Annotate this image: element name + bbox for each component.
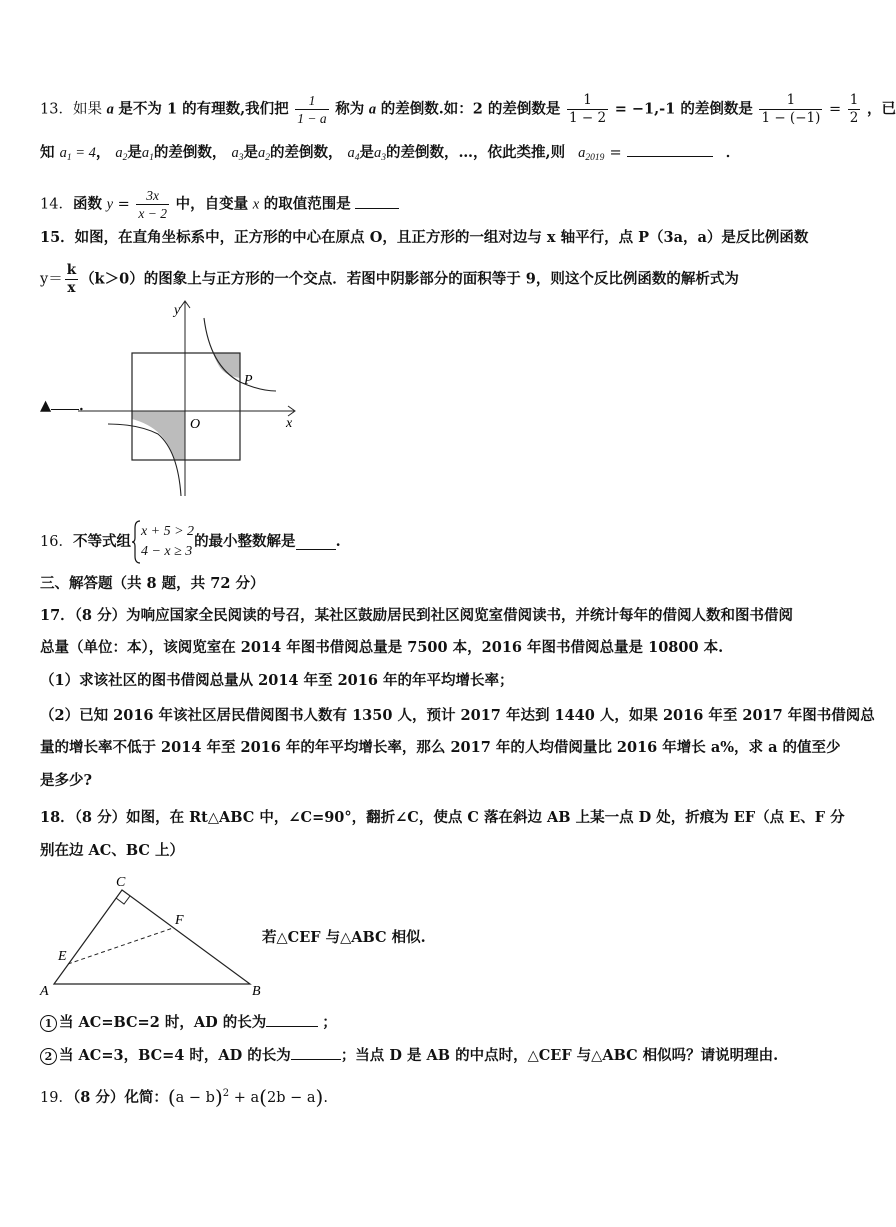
q13-text: 的差倒数， [269, 144, 343, 161]
q13-text: 知 [40, 144, 55, 161]
q18-triangle-figure [36, 870, 266, 1000]
q13-text: = −1,-1 的差倒数是 [614, 100, 753, 118]
q13-line-2: 知 $a_1 = 4$， $a_2$是$a_1$的差倒数， $a_3$是$a_2$的差倒数， $a_4$是$a_3$的差倒数，…，依此类推,则 $a_{2019}$ = ． [40, 144, 741, 163]
q15-figure [78, 296, 300, 500]
q13-a2019: $a_{2019}$ [578, 145, 605, 163]
q19-number: 19． [40, 1089, 73, 1106]
q16 [40, 520, 341, 566]
q13-a1: $a_1 = 4$ [59, 145, 96, 163]
q13-text: 的差倒数.如：2 的差倒数是 [380, 100, 561, 118]
q19 [40, 1084, 328, 1108]
q15-answer-mark: ▲ [40, 397, 52, 414]
q18-label-b: B [252, 984, 261, 999]
q19-paren-close: ) [214, 1084, 223, 1109]
q16-inequality-1: x + 5 > 2 [140, 524, 195, 539]
q18-fold-line-ef [68, 928, 173, 964]
q13-answer-blank[interactable] [627, 142, 713, 157]
q13-fraction-4: $\frac{1}{2}$ [849, 92, 859, 126]
q15-label-y: y [174, 303, 181, 318]
q15-label-x: x [286, 416, 293, 431]
q19-paren-open-2: ( [259, 1084, 267, 1109]
q16-brace [131, 520, 141, 564]
q13-number: 13． [40, 101, 73, 118]
q15-shaded-region-bottom-left [132, 411, 185, 460]
q17-line-1: 17．（8 分）为响应国家全民阅读的号召，某社区鼓励居民到社区阅览室借阅读书，并统计每年的借阅人数和图书借阅 [40, 607, 794, 624]
q13-text: 是 [127, 144, 142, 161]
q18-line-2: 别在边 AC、BC 上） [40, 842, 184, 859]
q18-part-2-text: 当 AC=3，BC=4 时，AD 的长为 [59, 1047, 291, 1064]
q18-part-2 [40, 1045, 778, 1066]
q13-fraction-3: $\frac{1}{1 - (-1)}$ [761, 92, 821, 126]
q17-line-4: （2）已知 2016 年该社区居民借阅图书人数有 1350 人，预计 2017 年达到 1440 人，如果 2016 年至 2017 年图书借阅总 [40, 707, 875, 724]
q19-expr-2: + a [233, 1089, 260, 1106]
q18-label-c: C [116, 875, 126, 890]
q19-square: 2 [222, 1088, 230, 1099]
q16-text: 的最小整数解是 [194, 533, 296, 550]
q15-line-2 [40, 262, 739, 297]
q14 [40, 187, 399, 222]
q18-label-f: F [175, 913, 184, 928]
q19-paren-open: ( [167, 1084, 176, 1109]
q19-paren-close-2: ) [315, 1084, 324, 1109]
q13-text: 的差倒数，…，依此类推,则 [386, 144, 566, 161]
q17-line-5: 量的增长率不低于 2014 年至 2016 年的年平均增长率，那么 2017 年的人均借阅量比 2016 年增长 a%，求 a 的值至少 [40, 739, 841, 756]
q14-equals: = [117, 196, 130, 213]
section-3-heading: 三、解答题（共 8 题，共 72 分） [40, 575, 265, 592]
q13-end: ． [725, 144, 741, 161]
q15-label-p: P [244, 373, 253, 388]
q18-part-1-text: 当 AC=BC=2 时，AD 的长为 [59, 1014, 267, 1031]
q15-line-1: 15．如图，在直角坐标系中，正方形的中心在原点 O，且正方形的一组对边与 x 轴平行，点 P（3a，a）是反比例函数 [40, 229, 809, 246]
q18-answer-blank-2[interactable] [291, 1045, 341, 1060]
q14-text: 函数 [72, 195, 102, 213]
q18-similar-condition: 若△CEF 与△ABC 相似. [262, 929, 426, 946]
q13-text: ，已 [866, 100, 896, 118]
q14-var-x: x [252, 196, 260, 213]
q16-text: 不等式组 [72, 533, 131, 550]
q13-var-a: a [106, 101, 114, 118]
q18-circle-1: 1 [40, 1015, 57, 1032]
q18-part-1-end: ； [322, 1014, 337, 1031]
q14-fraction: $\frac{3x}{x - 2}$ [138, 188, 167, 221]
q18-part-2-text-2: ；当点 D 是 AB 的中点时，△CEF 与△ABC 相似吗？请说明理由. [340, 1047, 779, 1064]
q13-text: ， [95, 144, 111, 161]
q14-answer-blank[interactable] [355, 194, 399, 209]
q13-text: 是 [359, 144, 375, 161]
q15-fraction: $\frac{k}{x}$ [66, 262, 77, 296]
q17-line-3: （1）求该社区的图书借阅总量从 2014 年至 2016 年的年平均增长率； [40, 672, 514, 689]
q18-label-e: E [58, 949, 67, 964]
q19-expr-1: a − b [175, 1089, 215, 1106]
q13-a2: a [115, 145, 123, 161]
q18-right-angle-mark [116, 896, 130, 904]
q14-number: 14． [40, 196, 73, 213]
q16-system [141, 522, 194, 562]
q13-line-1 [40, 92, 896, 127]
q18-label-a: A [40, 984, 49, 999]
q13-text: 是不为 1 的有理数,我们把 [118, 100, 289, 118]
q15-shaded-region-top-right [213, 353, 240, 378]
q18-part-1 [40, 1012, 337, 1033]
q15-y-eq: y＝ [40, 271, 63, 288]
q17-line-6: 是多少? [40, 772, 92, 789]
q15-text: （k＞0）的图象上与正方形的一个交点．若图中阴影部分的面积等于 9，则这个反比例函数的解析式为 [80, 270, 739, 288]
q14-text: 中，自变量 [175, 195, 249, 213]
q16-number: 16． [40, 534, 73, 550]
q18-answer-blank-1[interactable] [266, 1012, 318, 1027]
q15-end: ． [79, 397, 94, 414]
q13-var-a: a [368, 101, 377, 118]
q13-text: 如果 [72, 101, 102, 118]
q14-text: 的取值范围是 [263, 195, 351, 213]
q13-equals: = [828, 101, 842, 118]
q13-text: 称为 [335, 100, 365, 118]
q13-text: 是 [243, 144, 258, 161]
q15-answer-blank[interactable] [51, 395, 79, 410]
q13-fraction-2: $\frac{1}{1 - 2}$ [569, 92, 607, 126]
q13-fraction-1: $\frac{1}{1 - a}$ [297, 93, 327, 126]
q18-triangle-abc [54, 890, 250, 984]
q15-label-o: O [190, 417, 201, 432]
q19-expr-3: 2b − a [266, 1089, 316, 1106]
q13-equals: = [609, 145, 622, 161]
q18-circle-2: 2 [40, 1048, 57, 1065]
q16-inequality-2: 4 − x ≥ 3 [140, 544, 193, 559]
q17-line-2: 总量（单位：本），该阅览室在 2014 年图书借阅总量是 7500 本，2016 年图书借阅总量是 10800 本. [40, 639, 724, 656]
q14-var-y: y [106, 196, 113, 213]
q18-line-1: 18．（8 分）如图，在 Rt△ABC 中，∠C=90°，翻折∠C，使点 C 落在斜边 AB 上某一点 D 处，折痕为 EF（点 E、F 分 [40, 809, 845, 826]
q19-end: . [323, 1089, 328, 1106]
q16-answer-blank[interactable] [296, 535, 336, 550]
q16-end: . [335, 533, 341, 550]
q19-text: （8 分）化简： [72, 1088, 168, 1106]
q13-text: 的差倒数， [153, 144, 227, 161]
